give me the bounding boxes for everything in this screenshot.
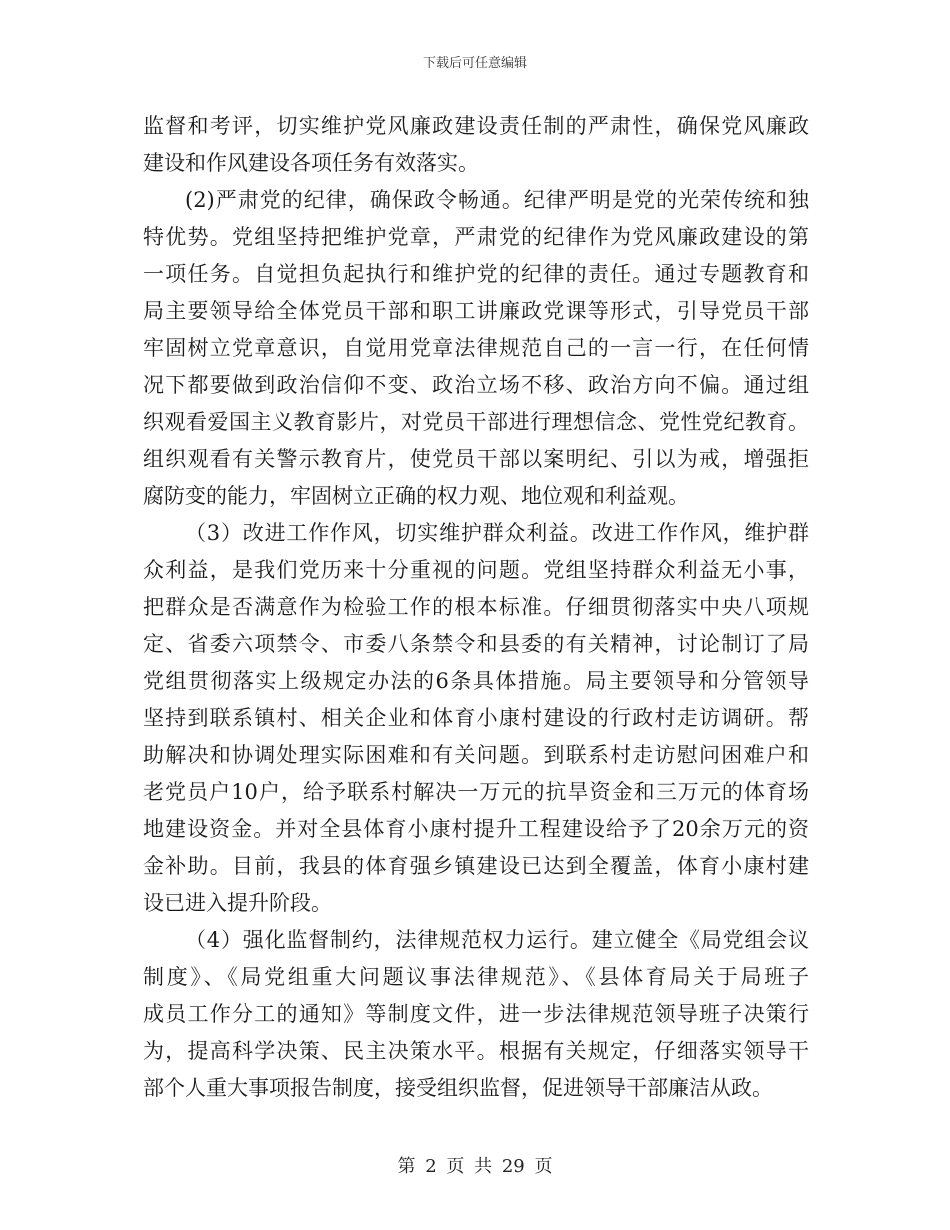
text-line: 织观看爱国主义教育影片，对党员干部进行理想信念、党性党纪教育。 bbox=[143, 410, 809, 434]
text-line: 腐防变的能力，牢固树立正确的权力观、地位观和利益观。 bbox=[143, 484, 689, 508]
text-line: 金补助。目前，我县的体育强乡镇建设已达到全覆盖，体育小康村建 bbox=[143, 854, 809, 878]
text-line: 老党员户10户，给予联系村解决一万元的抗旱资金和三万元的体育场 bbox=[143, 780, 809, 804]
paragraph bbox=[143, 108, 809, 182]
paragraph bbox=[143, 182, 809, 515]
text-line: 制度》、《局党组重大问题议事法律规范》、《县体育局关于局班子 bbox=[143, 965, 809, 989]
text-line: 助解决和协调处理实际困难和有关问题。到联系村走访慰问困难户和 bbox=[143, 743, 809, 767]
text-line: 众利益，是我们党历来十分重视的问题。党组坚持群众利益无小事， bbox=[143, 558, 809, 582]
text-line: 特优势。党组坚持把维护党章，严肃党的纪律作为党风廉政建设的第 bbox=[143, 225, 809, 249]
text-line: (2)严肃党的纪律，确保政令畅通。纪律严明是党的光荣传统和独 bbox=[185, 188, 809, 212]
text-line: 为，提高科学决策、民主决策水平。根据有关规定，仔细落实领导干 bbox=[143, 1039, 809, 1063]
text-line: 局主要领导给全体党员干部和职工讲廉政党课等形式，引导党员干部 bbox=[143, 299, 809, 323]
text-line: 监督和考评，切实维护党风廉政建设责任制的严肃性，确保党风廉政 bbox=[143, 114, 809, 138]
text-line: 坚持到联系镇村、相关企业和体育小康村建设的行政村走访调研。帮 bbox=[143, 706, 809, 730]
text-line: 一项任务。自觉担负起执行和维护党的纪律的责任。通过专题教育和 bbox=[143, 262, 809, 286]
text-line: 组织观看有关警示教育片，使党员干部以案明纪、引以为戒，增强拒 bbox=[143, 447, 809, 471]
text-line: （3）改进工作作风，切实维护群众利益。改进工作作风，维护群 bbox=[185, 521, 809, 545]
text-line: 设已进入提升阶段。 bbox=[143, 891, 332, 915]
text-line: 况下都要做到政治信仰不变、政治立场不移、政治方向不偏。通过组 bbox=[143, 373, 809, 397]
text-line: 建设和作风建设各项任务有效落实。 bbox=[143, 151, 479, 175]
header-note: 下载后可任意编辑 bbox=[422, 56, 527, 71]
text-line: 牢固树立党章意识，自觉用党章法律规范自己的一言一行，在任何情 bbox=[143, 336, 809, 360]
text-line: 地建设资金。并对全县体育小康村提升工程建设给予了20余万元的资 bbox=[143, 817, 809, 841]
paragraph bbox=[143, 922, 809, 1107]
page-number: 第 2 页 共 29 页 bbox=[397, 1156, 553, 1177]
paragraph bbox=[143, 515, 809, 922]
text-line: 定、省委六项禁令、市委八条禁令和县委的有关精神，讨论制订了局 bbox=[143, 632, 809, 656]
text-line: 部个人重大事项报告制度，接受组织监督，促进领导干部廉洁从政。 bbox=[143, 1076, 773, 1100]
text-line: 成员工作分工的通知》等制度文件，进一步法律规范领导班子决策行 bbox=[143, 1002, 809, 1026]
document-body bbox=[143, 108, 809, 1107]
text-line: （4）强化监督制约，法律规范权力运行。建立健全《局党组会议 bbox=[185, 928, 809, 952]
text-line: 党组贯彻落实上级规定办法的6条具体措施。局主要领导和分管领导 bbox=[143, 669, 809, 693]
text-line: 把群众是否满意作为检验工作的根本标准。仔细贯彻落实中央八项规 bbox=[143, 595, 809, 619]
